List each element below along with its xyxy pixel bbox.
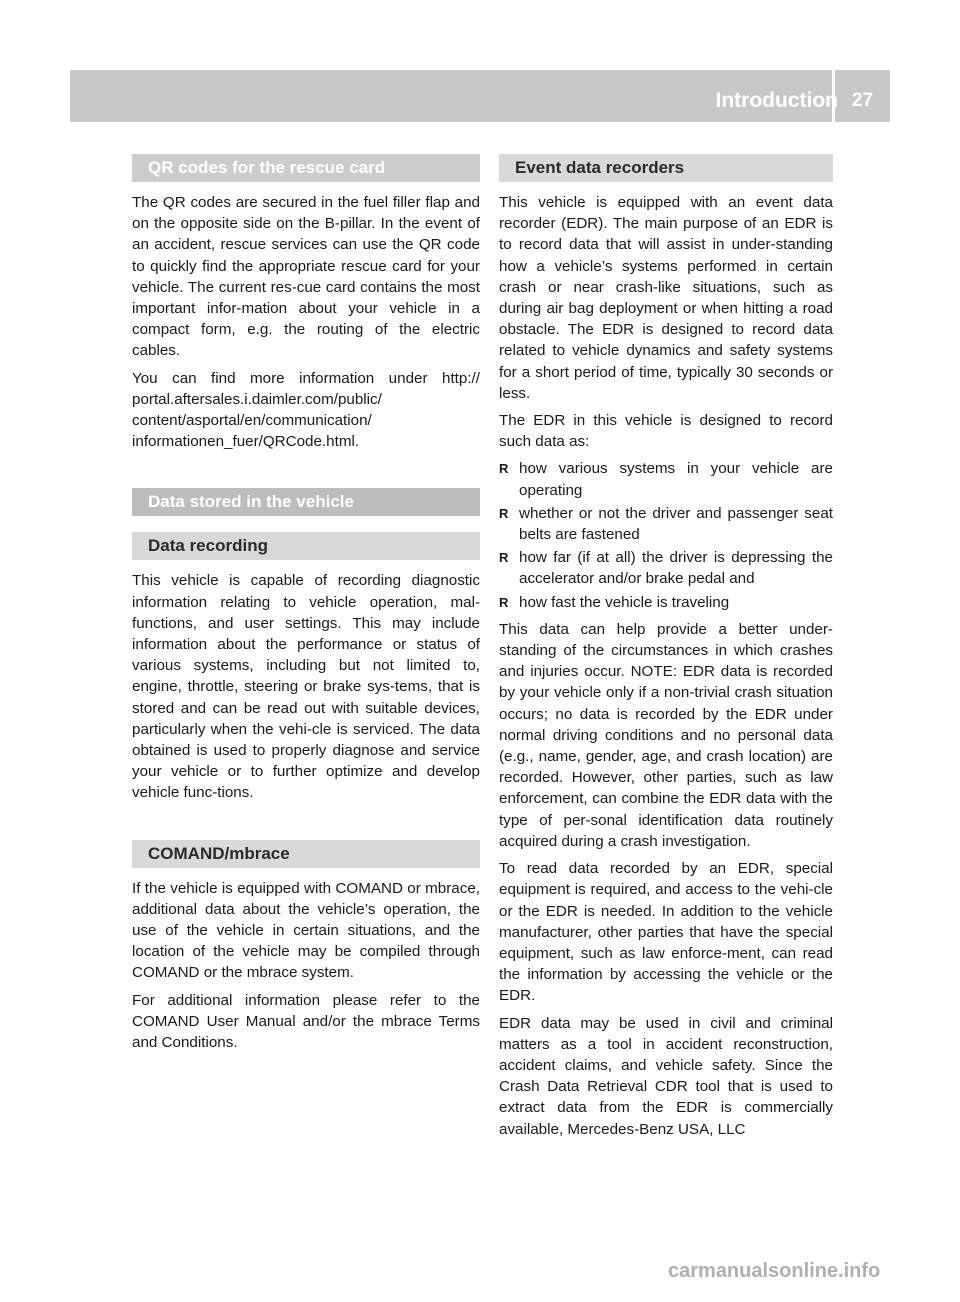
edr-data-list xyxy=(499,458,833,612)
data-recording-subheading: Data recording xyxy=(132,532,480,560)
data-stored-heading: Data stored in the vehicle xyxy=(132,488,480,516)
edr-paragraph-4: To read data recorded by an EDR, special equipment is required, and access to the vehi-cle or the EDR is needed. In addition to the vehicle manufacturer, other parties that have the special equipment, such as law enforce-ment, can read the information by accessing the vehicle or the EDR. xyxy=(499,860,833,1005)
bullet-icon: R xyxy=(499,461,509,477)
bullet-icon: R xyxy=(499,550,509,566)
edr-paragraph-1: This vehicle is equipped with an event data recorder (EDR). The main purpose of an EDR is to record data that will assist in under-standing how a vehicle’s systems performed in certain crash or near crash-like situations, such as during air bag deployment or when hitting a road obstacle. The EDR is designed to record data related to vehicle dynamics and safety systems for a short period of time, typically 30 seconds or less. xyxy=(499,194,833,402)
bullet-icon: R xyxy=(499,594,509,610)
edr-paragraph-3: This data can help provide a better under-standing of the circumstances in which crashes and injuries occur. NOTE: EDR data is recorded by your vehicle only if a non-trivial crash situation occurs; no data is recorded by the EDR under normal driving conditions and no personal data (e.g., name, gender, age, and crash location) are recorded. However, other parties, such as law enforcement, can combine the EDR data with the type of per-sonal identification data routinely acquired during a crash investigation. xyxy=(499,620,833,850)
chapter-title: Introduction xyxy=(715,89,838,112)
list-item: R how various systems in your vehicle are operating xyxy=(499,460,833,499)
watermark: carmanualsonline.info xyxy=(668,1260,881,1282)
left-column xyxy=(132,154,480,1059)
data-recording-paragraph: This vehicle is capable of recording diagnostic information relating to vehicle operation, mal-functions, and user settings. This may include information about the performance or status of various systems, including but not limited to, engine, throttle, steering or brake sys-tems, that is stored and can be read out with suitable devices, particularly when the vehi-cle is serviced. The data obtained is used to properly diagnose and service your vehicle or to further optimize and develop vehicle func-tions. xyxy=(132,572,480,802)
list-item: R how far (if at all) the driver is depressing the accelerator and/or brake pedal and xyxy=(499,549,833,588)
comand-mbrace-heading: COMAND/mbrace xyxy=(132,840,480,868)
qr-codes-paragraph-2: You can find more information under http:// portal.aftersales.i.daimler.com/public/ content/asportal/en/communication/ informationen_fuer/QRCode.html. xyxy=(132,369,480,451)
comand-paragraph-1: If the vehicle is equipped with COMAND or mbrace, additional data about the vehicle’s operation, the use of the vehicle in certain situations, and the location of the vehicle may be compiled through COMAND or the mbrace system. xyxy=(132,879,480,982)
right-column xyxy=(499,154,833,1146)
list-item: R whether or not the driver and passenger seat belts are fastened xyxy=(499,504,833,544)
edr-paragraph-2: The EDR in this vehicle is designed to record such data as: xyxy=(499,412,833,451)
page-number: 27 xyxy=(851,90,874,111)
list-item: R how fast the vehicle is traveling xyxy=(499,592,833,613)
qr-codes-heading: QR codes for the rescue card xyxy=(132,154,480,182)
comand-paragraph-2: For additional information please refer to the COMAND User Manual and/or the mbrace Terms and Conditions. xyxy=(132,991,480,1052)
edr-paragraph-5: EDR data may be used in civil and criminal matters as a tool in accident reconstruction, accident claims, and vehicle safety. Since the Crash Data Retrieval CDR tool that is used to extract data from the EDR is commercially available, Mercedes-Benz USA, LLC xyxy=(499,1014,833,1138)
qr-codes-paragraph-1: The QR codes are secured in the fuel filler flap and on the opposite side on the B-pillar. In the event of an accident, rescue services can use the QR code to quickly find the appropriate rescue card for your vehicle. The current res-cue card contains the most important infor-mation about your vehicle in a compact form, e.g. the routing of the electric cables. xyxy=(132,194,480,360)
bullet-icon: R xyxy=(499,505,509,521)
event-data-recorders-heading: Event data recorders xyxy=(499,154,833,182)
